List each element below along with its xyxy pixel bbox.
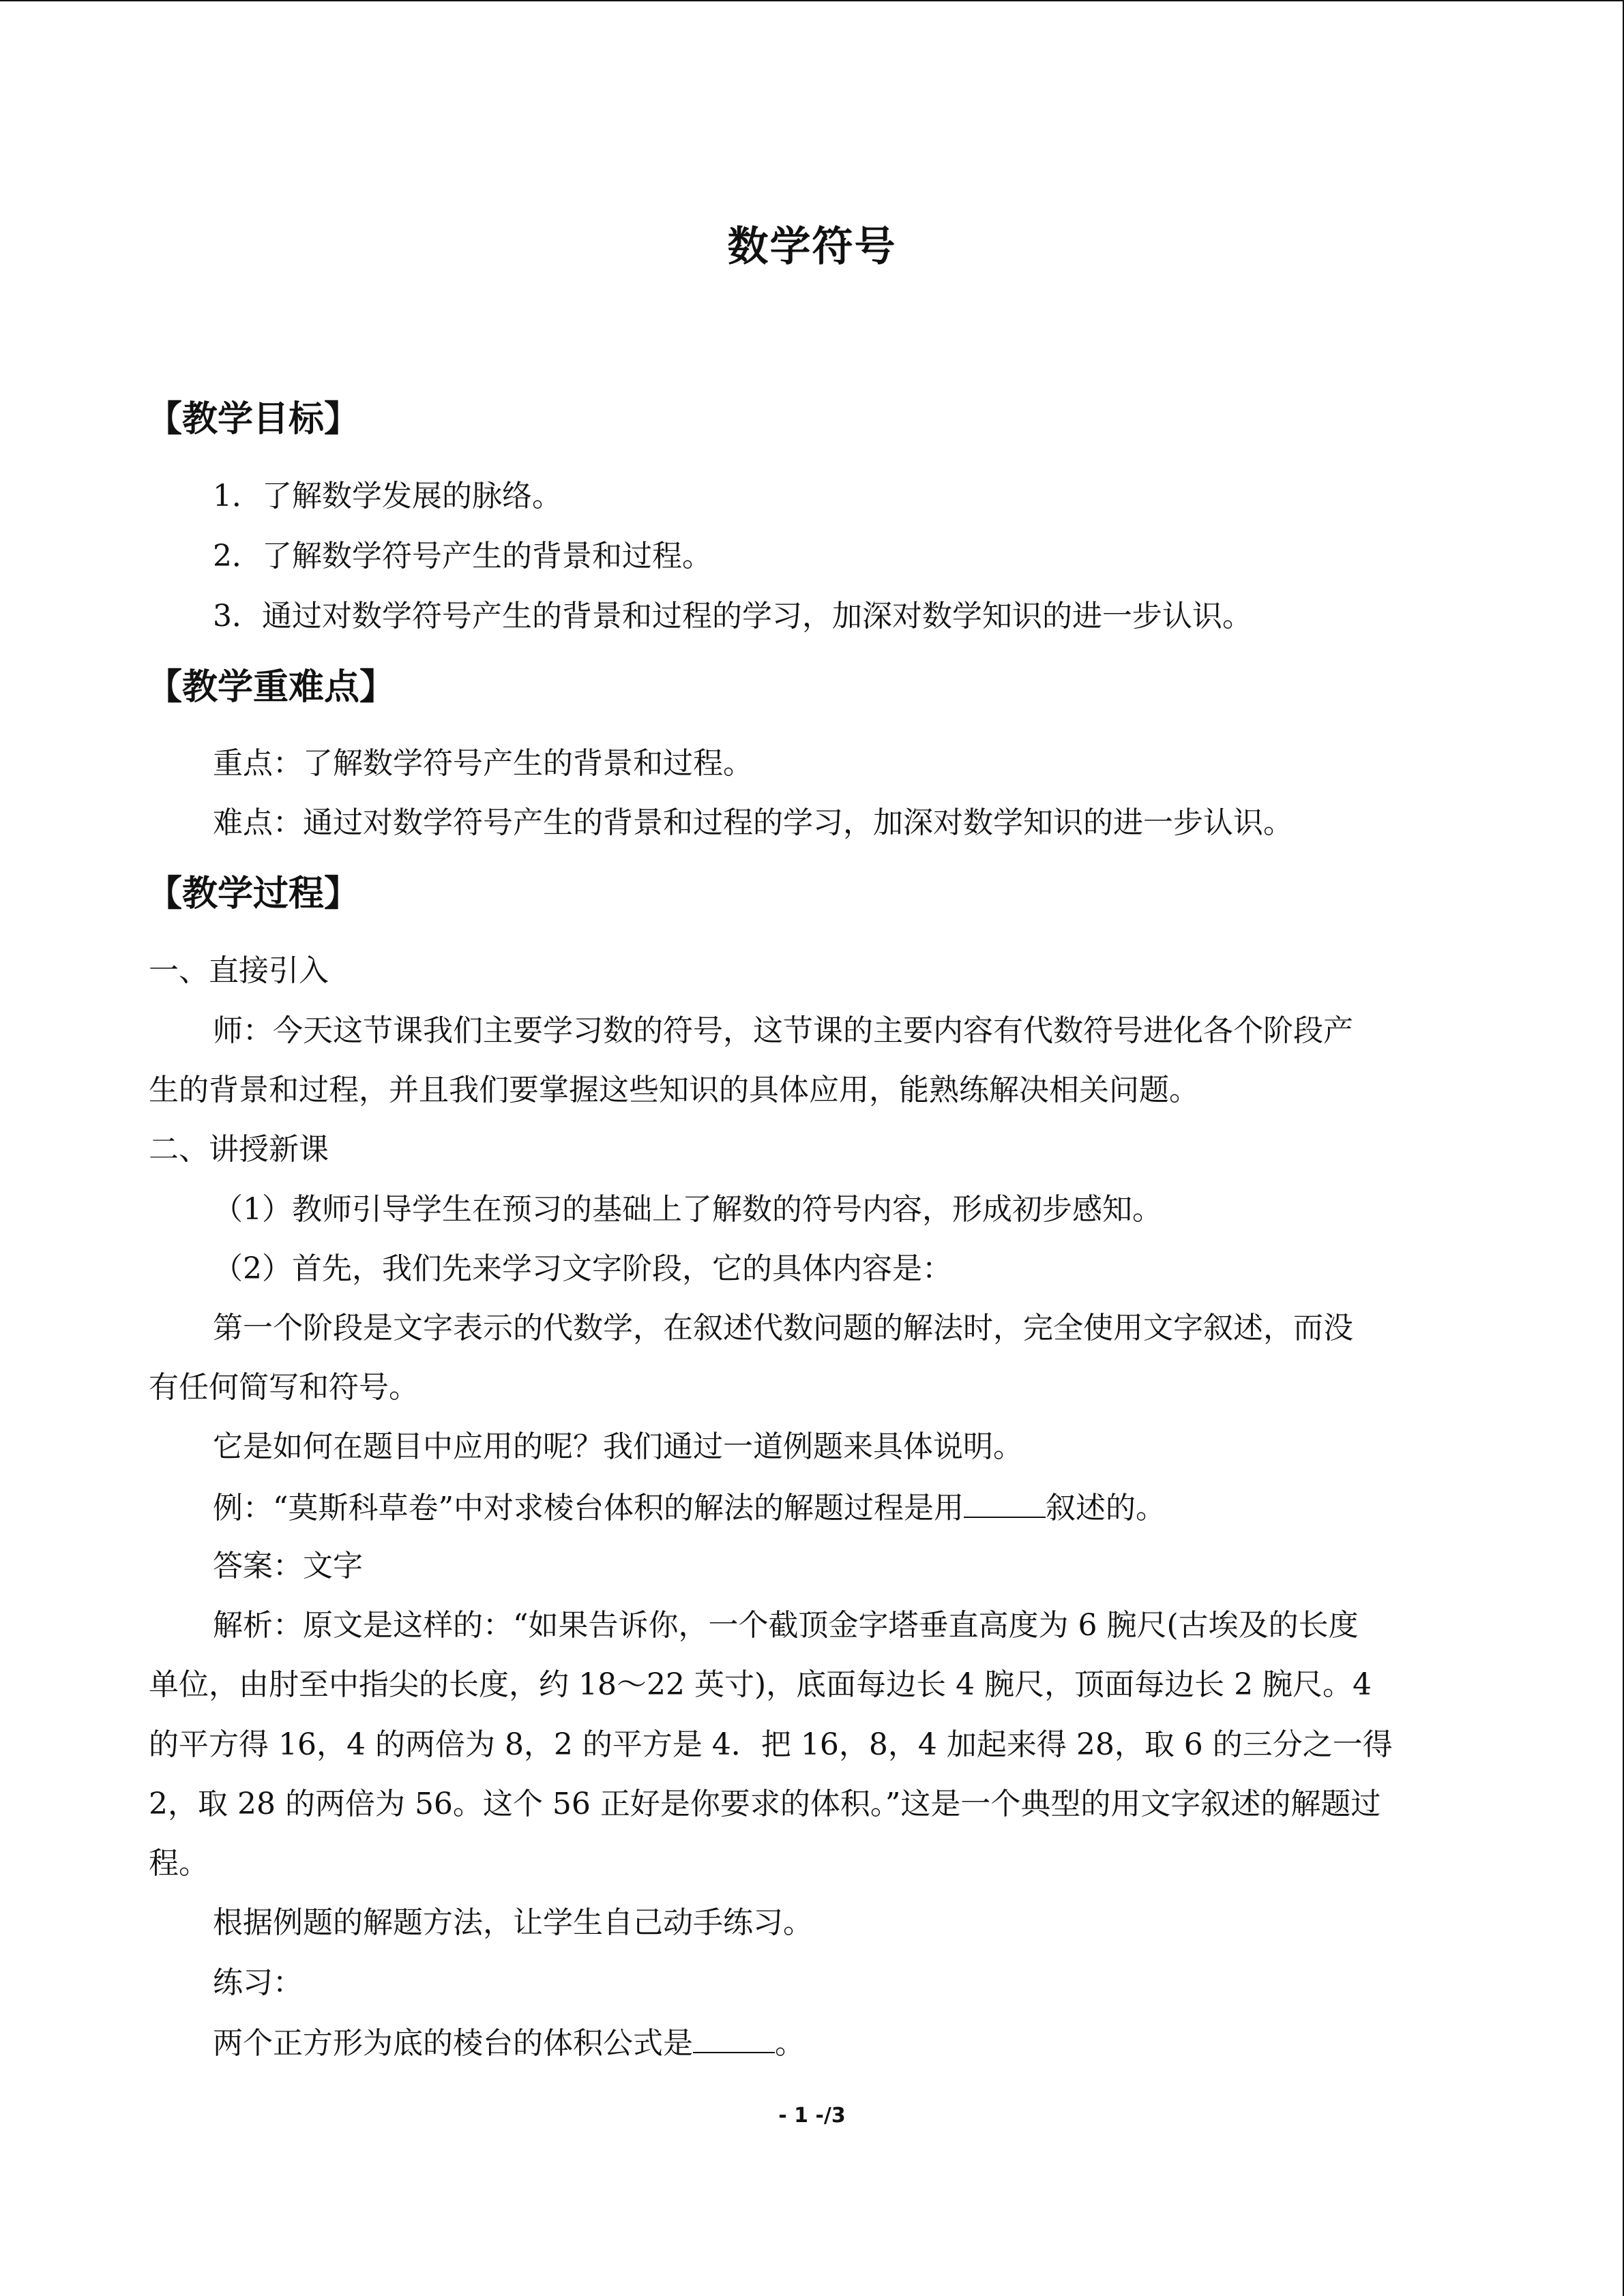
page-title: 数学符号	[727, 223, 897, 271]
example-text-end: 叙述的。	[1046, 1491, 1166, 1525]
paragraph-line: 它是如何在题目中应用的呢？我们通过一道例题来具体说明。	[213, 1429, 1023, 1464]
answer-line: 答案：文字	[213, 1549, 363, 1583]
analysis-line: 程。	[149, 1846, 209, 1881]
analysis-line: 单位，由肘至中指尖的长度，约 18～22 英寸)，底面每边长 4 腕尺，顶面每边长 2 腕尺。4	[149, 1667, 1372, 1702]
objective-item: 1．了解数学发展的脉络。	[213, 479, 562, 513]
paragraph-line: 根据例题的解题方法，让学生自己动手练习。	[213, 1905, 813, 1940]
objective-item: 3．通过对数学符号产生的背景和过程的学习，加深对数学知识的进一步认识。	[213, 599, 1252, 633]
practice-label: 练习：	[213, 1965, 303, 2000]
practice-text-end: 。	[775, 2026, 805, 2061]
page-number: - 1 -/3	[778, 2104, 846, 2128]
practice-text: 两个正方形为底的棱台的体积公式是	[213, 2026, 693, 2061]
paragraph-line: 生的背景和过程，并且我们要掌握这些知识的具体应用，能熟练解决相关问题。	[149, 1073, 1199, 1107]
part2-title: 二、讲授新课	[149, 1132, 329, 1167]
heading-key-points: 【教学重难点】	[147, 667, 396, 708]
key-point-focus: 重点：了解数学符号产生的背景和过程。	[213, 746, 753, 781]
key-point-difficulty: 难点：通过对数学符号产生的背景和过程的学习，加深对数学知识的进一步认识。	[213, 805, 1293, 840]
heading-process: 【教学过程】	[147, 874, 360, 914]
paragraph-line: 第一个阶段是文字表示的代数学，在叙述代数问题的解法时，完全使用文字叙述，而没	[213, 1311, 1353, 1345]
answer-blank	[693, 2022, 775, 2053]
paragraph-line: （2）首先，我们先来学习文字阶段，它的具体内容是：	[213, 1251, 952, 1286]
objective-item: 2．了解数学符号产生的背景和过程。	[213, 539, 712, 573]
practice-line	[213, 2022, 805, 2064]
paragraph-line: （1）教师引导学生在预习的基础上了解数的符号内容，形成初步感知。	[213, 1192, 1162, 1227]
analysis-line: 的平方得 16，4 的两倍为 8，2 的平方是 4．把 16，8，4 加起来得 28，取 6 的三分之一得	[149, 1727, 1393, 1762]
analysis-line: 2，取 28 的两倍为 56。这个 56 正好是你要求的体积。”这是一个典型的用文字叙述的解题过	[149, 1787, 1381, 1821]
paragraph-line: 有任何简写和符号。	[149, 1370, 419, 1405]
example-line	[213, 1487, 1166, 1529]
heading-objectives: 【教学目标】	[147, 399, 360, 440]
example-text: 例：“莫斯科草卷”中对求棱台体积的解法的解题过程是用	[213, 1491, 964, 1525]
part1-title: 一、直接引入	[149, 953, 329, 988]
paragraph-line: 师：今天这节课我们主要学习数的符号，这节课的主要内容有代数符号进化各个阶段产	[213, 1013, 1353, 1048]
answer-blank	[964, 1487, 1046, 1518]
analysis-line: 解析：原文是这样的：“如果告诉你，一个截顶金字塔垂直高度为 6 腕尺(古埃及的长度	[213, 1608, 1359, 1643]
